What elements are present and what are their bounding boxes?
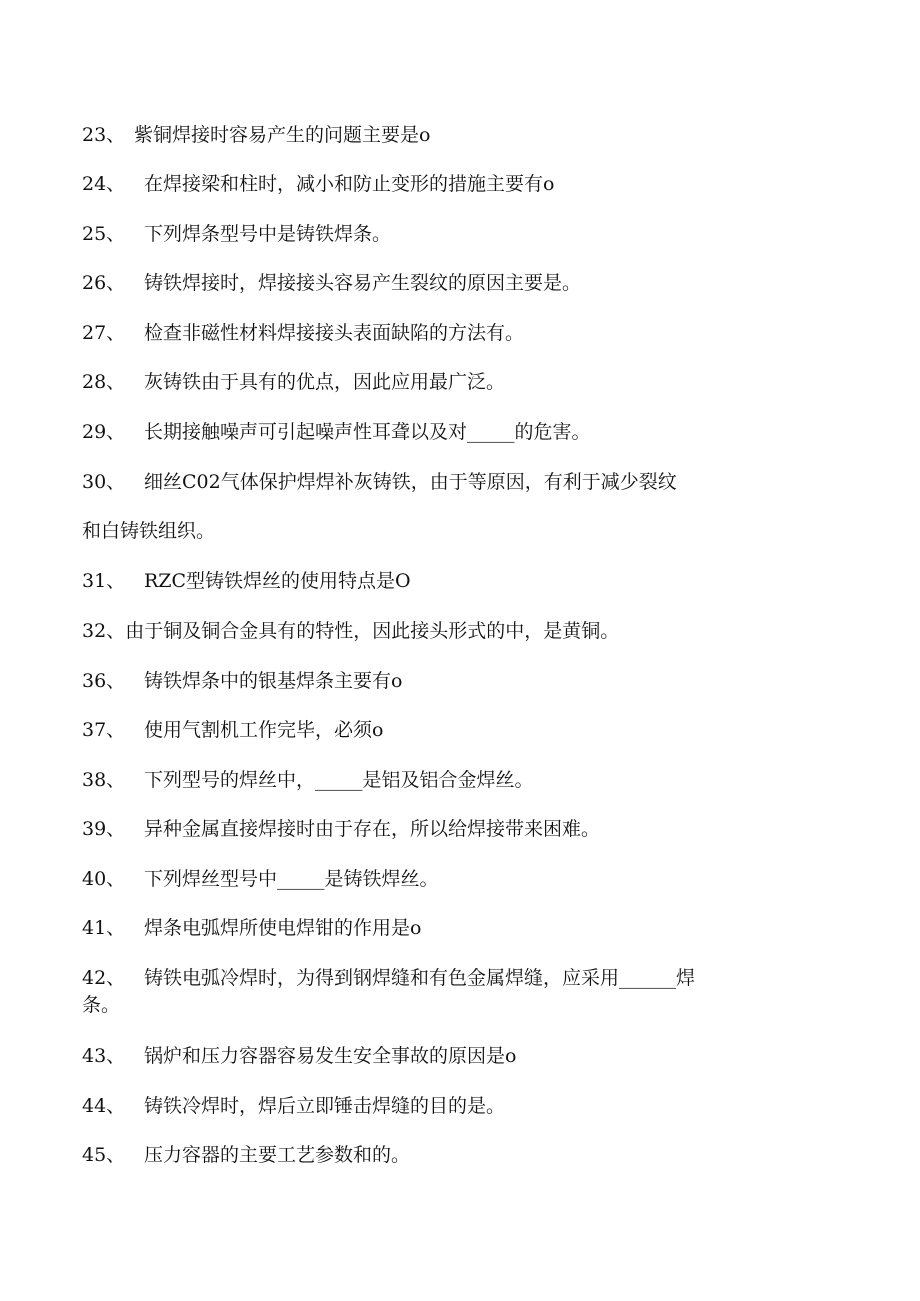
question-27	[82, 322, 524, 344]
question-text: 使用气割机工作完毕，必须o	[144, 719, 384, 741]
question-number: 38、	[82, 769, 126, 791]
question-number: 26、	[82, 272, 126, 294]
question-text: 铸铁冷焊时，焊后立即锤击焊缝的目的是。	[144, 1095, 506, 1117]
question-number: 29、	[82, 421, 126, 443]
question-text: 在焊接梁和柱时，减小和防止变形的措施主要有o	[144, 173, 555, 195]
question-number: 42、	[82, 967, 126, 989]
question-24	[82, 173, 554, 195]
question-25	[82, 223, 391, 245]
question-text: 由于铜及铜合金具有的特性，因此接头形式的中，是黄铜。	[125, 620, 620, 642]
question-number: 24、	[82, 173, 126, 195]
question-text: 压力容器的主要工艺参数和的。	[144, 1144, 411, 1166]
question-43	[82, 1045, 516, 1067]
question-text: 异种金属直接焊接时由于存在，所以给焊接带来困难。	[144, 818, 601, 840]
question-text: 长期接触噪声可引起噪声性耳聋以及对_____的危害。	[144, 421, 591, 443]
question-45	[82, 1144, 410, 1166]
question-number: 37、	[82, 719, 126, 741]
question-30	[82, 471, 677, 493]
question-number: 23、	[82, 124, 126, 146]
question-number: 31、	[82, 570, 126, 592]
question-number: 30、	[82, 471, 126, 493]
question-text: 下列型号的焊丝中，_____是铝及铝合金焊丝。	[144, 769, 534, 791]
question-text: 检查非磁性材料焊接接头表面缺陷的方法有。	[144, 322, 525, 344]
question-number: 41、	[82, 917, 126, 939]
question-28	[82, 371, 505, 393]
question-number: 36、	[82, 670, 126, 692]
question-39	[82, 818, 600, 840]
question-text: 灰铸铁由于具有的优点，因此应用最广泛。	[144, 371, 506, 393]
question-32	[82, 620, 619, 642]
question-30-continuation: 和白铸铁组织。	[82, 520, 216, 542]
question-26	[82, 272, 581, 294]
question-31	[82, 570, 411, 592]
question-40	[82, 868, 439, 890]
question-36	[82, 670, 402, 692]
question-number: 28、	[82, 371, 126, 393]
question-text: 紫铜焊接时容易产生的问题主要是o	[134, 124, 431, 146]
question-text: 细丝C02气体保护焊焊补灰铸铁，由于等原因，有利于减少裂纹	[144, 471, 677, 493]
question-text: 铸铁电弧冷焊时，为得到钢焊缝和有色金属焊缝，应采用______焊	[144, 967, 696, 989]
question-number: 45、	[82, 1144, 126, 1166]
question-text: 下列焊丝型号中_____是铸铁焊丝。	[144, 868, 439, 890]
question-number: 44、	[82, 1095, 126, 1117]
question-text: 铸铁焊条中的银基焊条主要有o	[144, 670, 403, 692]
question-number: 43、	[82, 1045, 126, 1067]
question-number: 27、	[82, 322, 126, 344]
question-42	[82, 967, 695, 989]
question-text: 焊条电弧焊所使电焊钳的作用是o	[144, 917, 422, 939]
question-number: 39、	[82, 818, 126, 840]
question-number: 32、	[82, 620, 126, 642]
question-38	[82, 769, 534, 791]
question-text: 下列焊条型号中是铸铁焊条。	[144, 223, 392, 245]
question-text: 铸铁焊接时，焊接接头容易产生裂纹的原因主要是。	[144, 272, 582, 294]
question-44	[82, 1095, 505, 1117]
question-41	[82, 917, 421, 939]
question-37	[82, 719, 383, 741]
question-number: 40、	[82, 868, 126, 890]
question-text: RZC型铸铁焊丝的使用特点是O	[144, 570, 411, 592]
question-42-continuation: 条。	[82, 994, 121, 1016]
question-23	[82, 124, 430, 146]
question-text: 锅炉和压力容器容易发生安全事故的原因是o	[144, 1045, 517, 1067]
question-29	[82, 421, 591, 443]
question-number: 25、	[82, 223, 126, 245]
